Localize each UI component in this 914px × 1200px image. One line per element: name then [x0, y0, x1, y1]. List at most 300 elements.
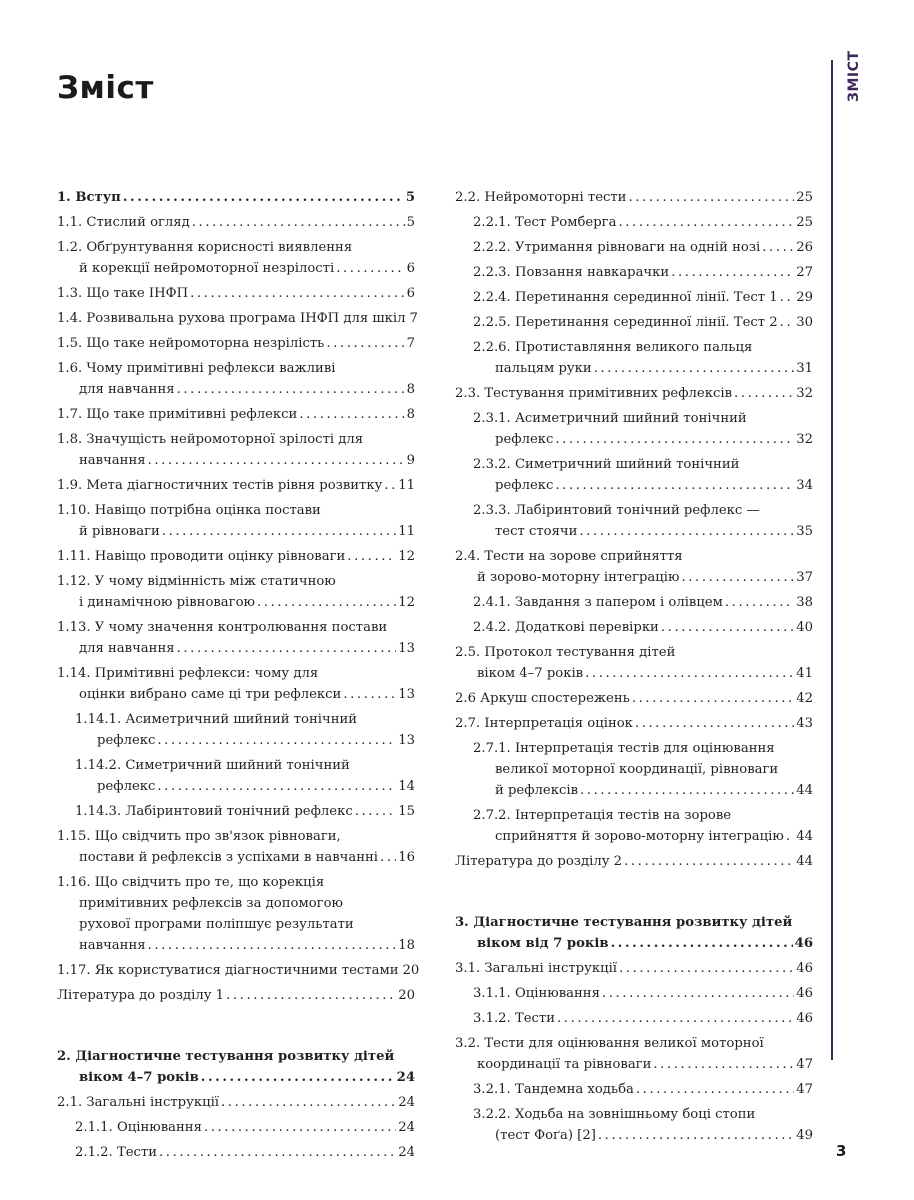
dot-leader	[162, 521, 396, 542]
toc-entry-line	[75, 709, 415, 730]
toc-entry-text: 2.3.2. Симетричний шийний тонічний	[473, 457, 740, 472]
toc-entry-line	[473, 521, 813, 542]
toc-entry-line	[473, 1008, 813, 1029]
dot-leader	[580, 780, 794, 801]
toc-entry[interactable]	[455, 262, 813, 283]
toc-entry-text: і динамічною рівновагою	[79, 595, 255, 610]
toc-entry-line	[473, 408, 813, 429]
toc-entry[interactable]	[57, 1092, 415, 1113]
toc-entry[interactable]	[455, 337, 813, 379]
toc-entry-text: 1.13. У чому значення контролювання постави	[57, 620, 388, 635]
toc-page-number: 6	[406, 286, 415, 301]
toc-entry[interactable]	[57, 663, 415, 705]
toc-entry[interactable]	[57, 212, 415, 233]
toc-entry-line	[57, 985, 415, 1006]
toc-entry[interactable]	[57, 617, 415, 659]
toc-entry-text: примітивних рефлексів за допомогою	[79, 896, 343, 911]
dot-leader	[618, 212, 794, 233]
toc-entry-line	[455, 546, 813, 567]
toc-page-number: 35	[796, 524, 813, 539]
toc-page-number: 7	[409, 311, 418, 326]
toc-page-number: 40	[796, 620, 813, 635]
dot-leader	[157, 776, 396, 797]
toc-entry-text: 3. Діагностичне тестування розвитку дітей	[455, 915, 793, 930]
toc-entry-line	[57, 638, 415, 659]
toc-entry-text: для навчання	[79, 382, 175, 397]
toc-entry-text: 2.7. Інтерпретація оцінок	[455, 716, 633, 731]
toc-entry-line	[57, 684, 415, 705]
dot-leader	[557, 1008, 794, 1029]
toc-entry[interactable]	[57, 308, 418, 329]
toc-page-number: 47	[796, 1057, 813, 1072]
dot-leader	[725, 592, 794, 613]
toc-entry-text: пальцям руки	[495, 361, 592, 376]
toc-entry-text: 2.2.4. Перетинання серединної лінії. Тест 1	[473, 290, 778, 305]
toc-entry-line	[75, 1117, 415, 1138]
toc-entry-line	[57, 617, 415, 638]
toc-page-number: 11	[398, 478, 415, 493]
toc-entry-line	[473, 983, 813, 1004]
toc-entry-line	[57, 935, 415, 956]
toc-entry-text: 1.14.2. Симетричний шийний тонічний	[75, 758, 350, 773]
dot-leader	[635, 713, 794, 734]
toc-entry-text: оцінки вибрано саме ці три рефлекси	[79, 687, 342, 702]
toc-entry-line	[57, 258, 415, 279]
toc-entry[interactable]	[455, 912, 813, 954]
dot-leader	[780, 287, 795, 308]
margin-rule	[831, 60, 833, 1060]
toc-entry-line	[455, 1033, 813, 1054]
toc-entry-text: навчання	[79, 938, 146, 953]
toc-entry-text: 1. Вступ	[57, 190, 121, 205]
toc-entry[interactable]	[455, 237, 813, 258]
toc-entry-text: 1.9. Мета діагностичних тестів рівня розвитку	[57, 478, 383, 493]
toc-entry-line	[473, 780, 813, 801]
toc-entry[interactable]	[455, 617, 813, 638]
toc-entry[interactable]	[455, 805, 813, 847]
toc-entry-text: 3.2.2. Ходьба на зовнішньому боці стопи	[473, 1107, 756, 1122]
toc-page-number: 46	[796, 961, 813, 976]
toc-entry-line	[473, 312, 813, 333]
toc-entry[interactable]	[455, 1079, 813, 1100]
toc-entry-line	[455, 933, 813, 954]
toc-entry-text: 1.2. Обґрунтування корисності виявлення	[57, 240, 353, 255]
toc-entry-text: для навчання	[79, 641, 175, 656]
dot-leader	[579, 521, 794, 542]
toc-page-number: 5	[405, 190, 415, 205]
toc-entry[interactable]	[455, 287, 813, 308]
toc-entry-text: 1.3. Що таке ІНФП	[57, 286, 189, 301]
dot-leader	[636, 1079, 794, 1100]
toc-entry-text: 2.3.3. Лабіринтовий тонічний рефлекс —	[473, 503, 760, 518]
toc-entry-text: й зорово-моторну інтеграцію	[477, 570, 680, 585]
toc-entry-text: рухової програми поліпшує результати	[79, 917, 354, 932]
toc-entry[interactable]	[455, 1104, 813, 1146]
toc-entry[interactable]	[455, 642, 813, 684]
toc-entry[interactable]	[57, 801, 415, 822]
toc-entry[interactable]	[455, 1008, 813, 1029]
toc-entry-text: 2.7.1. Інтерпретація тестів для оцінювання	[473, 741, 775, 756]
dot-leader	[336, 258, 404, 279]
dot-leader	[611, 933, 793, 954]
toc-entry[interactable]	[455, 713, 813, 734]
toc-entry-text: 1.4. Розвивальна рухова програма ІНФП для шкіл	[57, 311, 406, 326]
toc-entry-text: 2.1. Загальні інструкції	[57, 1095, 220, 1110]
dot-leader	[177, 638, 397, 659]
toc-entry-line	[455, 642, 813, 663]
toc-entry-text: 3.2. Тести для оцінювання великої моторної	[455, 1036, 764, 1051]
toc-entry-text: 2.7.2. Інтерпретація тестів на зорове	[473, 808, 732, 823]
dot-leader	[653, 1054, 794, 1075]
toc-entry-text: 1.11. Навіщо проводити оцінку рівноваги	[57, 549, 346, 564]
toc-entry[interactable]	[57, 571, 415, 613]
toc-entry-line	[455, 958, 813, 979]
toc-entry-line	[57, 358, 415, 379]
toc-page-number: 8	[406, 407, 415, 422]
toc-entry-text: й рефлексів	[495, 783, 579, 798]
toc-entry-text: 2.1.2. Тести	[75, 1145, 158, 1160]
toc-entry-line	[473, 1104, 813, 1125]
toc-page-number: 38	[796, 595, 813, 610]
toc-entry[interactable]	[455, 958, 813, 979]
toc-page-number: 26	[796, 240, 813, 255]
toc-page-number: 42	[796, 691, 813, 706]
toc-entry[interactable]	[57, 358, 415, 400]
toc-page-number: 9	[406, 453, 415, 468]
toc-page-number: 46	[796, 986, 813, 1001]
toc-entry-line	[473, 592, 813, 613]
toc-entry[interactable]	[455, 851, 813, 872]
dot-leader	[780, 312, 795, 333]
toc-entry-line	[57, 893, 415, 914]
dot-leader	[681, 567, 794, 588]
toc-entry-line	[75, 755, 415, 776]
toc-entry-text: 2.2.1. Тест Ромберга	[473, 215, 617, 230]
dot-leader	[257, 592, 396, 613]
toc-entry[interactable]	[57, 755, 415, 797]
toc-entry-text: координації та рівноваги	[477, 1057, 652, 1072]
toc-entry[interactable]	[455, 454, 813, 496]
dot-leader	[299, 404, 404, 425]
toc-entry-text: 1.17. Як користуватися діагностичними тестами	[57, 963, 399, 978]
dot-leader	[671, 262, 794, 283]
dot-leader	[762, 237, 794, 258]
toc-page-number: 13	[398, 733, 415, 748]
toc-entry[interactable]	[57, 1117, 415, 1138]
dot-leader	[347, 546, 396, 567]
toc-entry-text: 3.2.1. Тандемна ходьба	[473, 1082, 634, 1097]
toc-page-number: 14	[398, 779, 415, 794]
dot-leader	[628, 187, 794, 208]
dot-leader	[624, 851, 794, 872]
toc-entry-text: 2. Діагностичне тестування розвитку дітей	[57, 1049, 395, 1064]
toc-entry[interactable]	[57, 283, 415, 304]
toc-entry[interactable]	[455, 738, 813, 801]
toc-entry-line	[57, 546, 415, 567]
toc-entry-line	[57, 960, 420, 981]
toc-entry-text: 3.1.1. Оцінювання	[473, 986, 600, 1001]
dot-leader	[226, 985, 396, 1006]
toc-page-number: 25	[796, 215, 813, 230]
dot-leader	[157, 730, 396, 751]
toc-entry-text: віком 4–7 років	[477, 666, 584, 681]
dot-leader	[355, 801, 397, 822]
toc-page-number: 32	[796, 386, 813, 401]
toc-entry-text: сприйняття й зорово-моторну інтеграцію	[495, 829, 784, 844]
toc-entry-line	[57, 847, 415, 868]
toc-page-number: 30	[796, 315, 813, 330]
dot-leader	[221, 1092, 396, 1113]
toc-entry-text: Література до розділу 2	[455, 854, 623, 869]
toc-entry[interactable]	[455, 383, 813, 404]
toc-entry-text: 1.14.3. Лабіринтовий тонічний рефлекс	[75, 804, 353, 819]
dot-leader	[159, 1142, 396, 1163]
toc-entry-line	[57, 333, 415, 354]
toc-column-right	[455, 187, 813, 1150]
dot-leader	[555, 475, 794, 496]
dot-leader	[632, 688, 794, 709]
toc-entry-line	[57, 237, 415, 258]
toc-page-number: 7	[406, 336, 415, 351]
toc-entry-text: 1.14.1. Асиметричний шийний тонічний	[75, 712, 358, 727]
toc-entry[interactable]	[57, 960, 420, 981]
toc-entry-line	[473, 500, 813, 521]
toc-entry-text: 2.2.2. Утримання рівноваги на одній нозі	[473, 240, 761, 255]
toc-entry-line	[455, 567, 813, 588]
toc-entry-text: постави й рефлексів з успіхами в навчанні	[79, 850, 379, 865]
toc-entry[interactable]	[57, 404, 415, 425]
toc-entry-text: (тест Фоґа) [2]	[495, 1128, 596, 1143]
toc-entry-text: 3.1. Загальні інструкції	[455, 961, 618, 976]
toc-entry-line	[57, 521, 415, 542]
toc-entry-line	[455, 688, 813, 709]
toc-page-number: 25	[796, 190, 813, 205]
toc-entry[interactable]	[455, 312, 813, 333]
toc-entry-line	[455, 187, 813, 208]
dot-leader	[148, 935, 397, 956]
toc-entry-line	[75, 1142, 415, 1163]
toc-entry-text: 2.4.2. Додаткові перевірки	[473, 620, 659, 635]
toc-entry[interactable]	[57, 546, 415, 567]
toc-entry-text: 1.10. Навіщо потрібна оцінка постави	[57, 503, 321, 518]
toc-entry-line	[473, 337, 813, 358]
toc-page-number: 31	[796, 361, 813, 376]
toc-entry-line	[57, 500, 415, 521]
dot-leader	[594, 358, 795, 379]
toc-entry-line	[473, 617, 813, 638]
toc-entry-line	[57, 450, 415, 471]
toc-page-number: 13	[398, 687, 415, 702]
toc-entry-text: 2.3. Тестування примітивних рефлексів	[455, 386, 733, 401]
toc-entry-line	[57, 1046, 415, 1067]
toc-entry[interactable]	[57, 187, 415, 208]
toc-entry[interactable]	[57, 1142, 415, 1163]
dot-leader	[734, 383, 794, 404]
toc-entry-text: 2.4.1. Завдання з папером і олівцем	[473, 595, 723, 610]
toc-entry-line	[473, 1125, 813, 1146]
toc-entry-line	[455, 383, 813, 404]
toc-entry-text: рефлекс	[97, 779, 156, 794]
toc-entry-text: 2.3.1. Асиметричний шийний тонічний	[473, 411, 747, 426]
toc-entry[interactable]	[57, 985, 415, 1006]
toc-entry[interactable]	[455, 212, 813, 233]
toc-entry-text: віком від 7 років	[477, 936, 609, 951]
toc-entry-text: 1.6. Чому примітивні рефлекси важливі	[57, 361, 336, 376]
toc-page-number: 32	[796, 432, 813, 447]
toc-entry-text: 1.16. Що свідчить про те, що корекція	[57, 875, 325, 890]
toc-entry-text: тест стоячи	[495, 524, 578, 539]
toc-entry[interactable]	[57, 333, 415, 354]
toc-page-number: 34	[796, 478, 813, 493]
toc-entry[interactable]	[57, 500, 415, 542]
toc-entry-line	[473, 1079, 813, 1100]
toc-entry-line	[57, 308, 418, 329]
toc-page-number: 41	[796, 666, 813, 681]
toc-entry-line	[57, 404, 415, 425]
toc-entry-line	[75, 730, 415, 751]
dot-leader	[585, 663, 794, 684]
toc-entry-line	[57, 212, 415, 233]
toc-page-number: 44	[796, 854, 813, 869]
toc-entry-line	[473, 475, 813, 496]
toc-page-number: 24	[398, 1145, 415, 1160]
dot-leader	[602, 983, 794, 1004]
toc-entry-text: віком 4–7 років	[79, 1070, 199, 1085]
dot-leader	[123, 187, 404, 208]
toc-entry[interactable]	[57, 429, 415, 471]
toc-entry-line	[473, 738, 813, 759]
toc-entry-line	[57, 571, 415, 592]
toc-entry-line	[57, 914, 415, 935]
toc-page-number: 24	[398, 1120, 415, 1135]
toc-entry-text: великої моторної координації, рівноваги	[495, 762, 779, 777]
toc-page-number: 43	[796, 716, 813, 731]
toc-entry-line	[57, 429, 415, 450]
page-title: Зміст	[57, 70, 154, 106]
toc-page-number: 47	[796, 1082, 813, 1097]
dot-leader	[192, 212, 405, 233]
toc-entry-text: 2.2.6. Протиставляння великого пальця	[473, 340, 753, 355]
toc-entry[interactable]	[455, 688, 813, 709]
toc-entry-text: 2.2. Нейромоторні тести	[455, 190, 627, 205]
toc-entry[interactable]	[455, 408, 813, 450]
toc-entry-line	[473, 287, 813, 308]
toc-entry-line	[473, 358, 813, 379]
toc-entry-line	[473, 212, 813, 233]
dot-leader	[661, 617, 794, 638]
toc-entry-line	[473, 429, 813, 450]
toc-page-number: 20	[402, 963, 420, 978]
toc-entry-line	[455, 713, 813, 734]
toc-entry-text: 1.7. Що таке примітивні рефлекси	[57, 407, 298, 422]
toc-page-number: 12	[398, 595, 415, 610]
dot-leader	[148, 450, 405, 471]
toc-entry-line	[455, 1054, 813, 1075]
toc-entry[interactable]	[57, 709, 415, 751]
toc-entry-text: 2.2.5. Перетинання серединної лінії. Тест 2	[473, 315, 778, 330]
toc-entry[interactable]	[57, 237, 415, 279]
toc-page-number: 6	[406, 261, 415, 276]
toc-entry-text: 1.8. Значущість нейромоторної зрілості для	[57, 432, 364, 447]
toc-entry-line	[57, 826, 415, 847]
toc-entry-line	[455, 851, 813, 872]
toc-entry-text: 2.4. Тести на зорове сприйняття	[455, 549, 683, 564]
dot-leader	[201, 1067, 395, 1088]
toc-page-number: 13	[398, 641, 415, 656]
toc-entry-text: 2.1.1. Оцінювання	[75, 1120, 202, 1135]
toc-entry-line	[57, 187, 415, 208]
toc-entry-text: 2.2.3. Повзання навкарачки	[473, 265, 670, 280]
toc-entry[interactable]	[57, 826, 415, 868]
toc-page-number: 49	[796, 1128, 813, 1143]
toc-page-number: 24	[396, 1070, 415, 1085]
toc-entry[interactable]	[455, 592, 813, 613]
toc-page-number: 18	[398, 938, 415, 953]
toc-entry-text: рефлекс	[495, 478, 554, 493]
toc-entry[interactable]	[455, 500, 813, 542]
toc-page-number: 15	[398, 804, 415, 819]
dot-leader	[598, 1125, 794, 1146]
toc-entry[interactable]	[455, 983, 813, 1004]
toc-entry-line	[57, 592, 415, 613]
running-head: ЗМІСТ	[846, 50, 862, 102]
toc-entry-text: 2.6 Аркуш спостережень	[455, 691, 630, 706]
toc-page-number: 27	[796, 265, 813, 280]
toc-entry-text: Література до розділу 1	[57, 988, 225, 1003]
toc-page-number: 20	[398, 988, 415, 1003]
toc-page-number: 44	[796, 783, 813, 798]
toc-entry-text: рефлекс	[97, 733, 156, 748]
toc-page-number: 8	[406, 382, 415, 397]
toc-page-number: 37	[796, 570, 813, 585]
toc-entry[interactable]	[57, 872, 415, 956]
toc-entry[interactable]	[57, 475, 415, 496]
toc-entry-text: 1.1. Стислий огляд	[57, 215, 190, 230]
toc-entry-line	[57, 1067, 415, 1088]
dot-leader	[786, 826, 794, 847]
dot-leader	[343, 684, 396, 705]
toc-entry-line	[473, 454, 813, 475]
toc-page-number: 24	[398, 1095, 415, 1110]
toc-entry[interactable]	[57, 1046, 415, 1088]
toc-entry-text: 3.1.2. Тести	[473, 1011, 556, 1026]
toc-entry[interactable]	[455, 546, 813, 588]
toc-entry-text: 1.14. Примітивні рефлекси: чому для	[57, 666, 319, 681]
toc-entry-text: 1.12. У чому відмінність між статичною	[57, 574, 336, 589]
toc-entry-text: 1.5. Що таке нейромоторна незрілість	[57, 336, 325, 351]
dot-leader	[326, 333, 404, 354]
toc-entry[interactable]	[455, 1033, 813, 1075]
toc-entry-line	[455, 912, 813, 933]
toc-entry[interactable]	[455, 187, 813, 208]
toc-entry-text: 2.5. Протокол тестування дітей	[455, 645, 676, 660]
toc-entry-line	[57, 872, 415, 893]
toc-entry-line	[473, 826, 813, 847]
toc-entry-line	[473, 237, 813, 258]
toc-page-number: 16	[398, 850, 415, 865]
toc-page-number: 46	[796, 1011, 813, 1026]
toc-entry-line	[57, 663, 415, 684]
toc-page-number: 29	[796, 290, 813, 305]
page-number: 3	[836, 1142, 847, 1160]
dot-leader	[384, 475, 396, 496]
toc-entry-line	[57, 475, 415, 496]
dot-leader	[177, 379, 405, 400]
toc-entry-text: 1.15. Що свідчить про зв'язок рівноваги,	[57, 829, 341, 844]
toc-entry-line	[57, 379, 415, 400]
toc-page-number: 11	[398, 524, 415, 539]
toc-page-number: 5	[406, 215, 415, 230]
